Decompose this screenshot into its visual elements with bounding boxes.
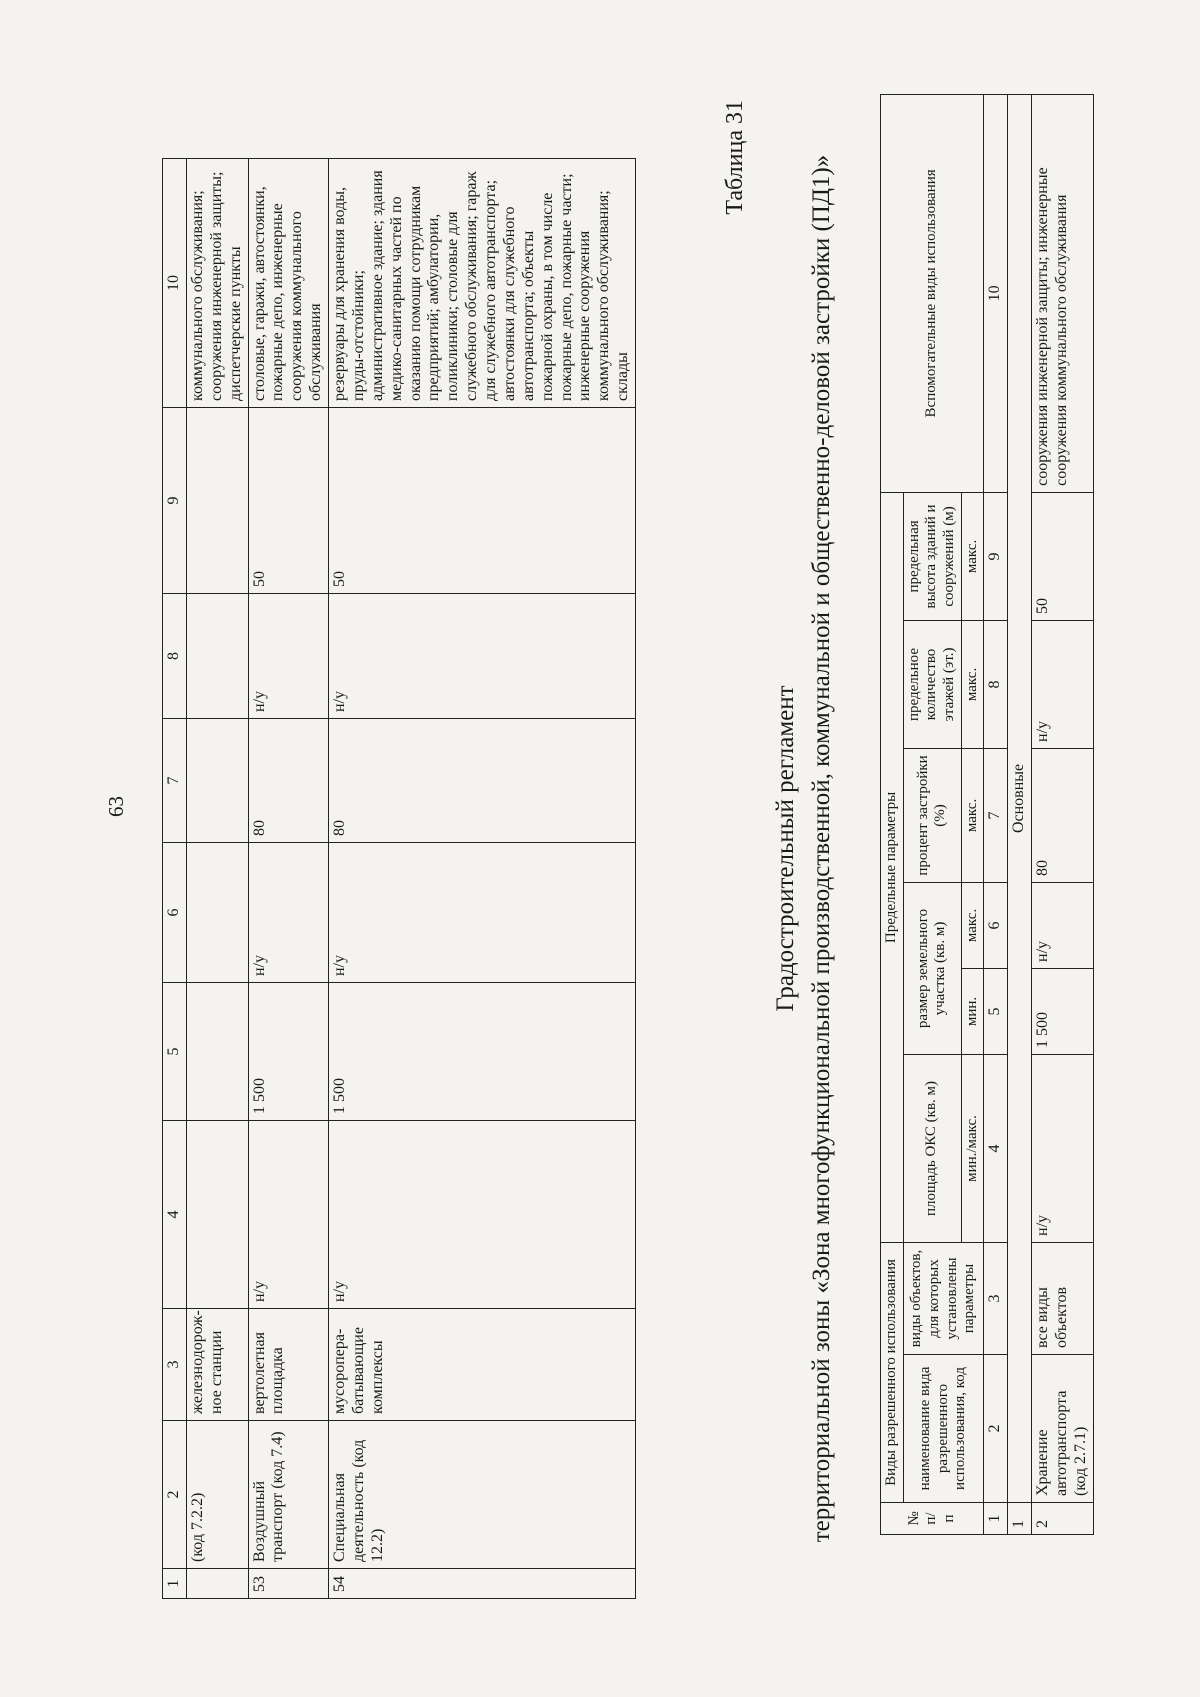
header-area-oks: площадь ОКС (кв. м) <box>903 1054 961 1242</box>
plot-max <box>186 843 248 983</box>
col-number: 5 <box>163 983 187 1121</box>
header-area-oks-sub: мин./макс. <box>961 1054 984 1242</box>
plot-max: н/у <box>1032 882 1094 968</box>
table-row <box>248 159 329 1599</box>
column-number-row <box>163 159 187 1599</box>
col-number: 4 <box>984 1054 1008 1242</box>
plot-min: 1 500 <box>248 983 329 1121</box>
header-plot-min: мин. <box>961 968 984 1054</box>
plot-min <box>186 983 248 1121</box>
auxiliary-uses: сооружения инженерной защиты; инженерные сооружения коммунального обслуживания <box>1032 94 1094 492</box>
oks-area: н/у <box>248 1121 329 1309</box>
col-number: 2 <box>163 1421 187 1569</box>
max-floors: н/у <box>1032 620 1094 748</box>
header-vri-name: наименование вида разрешенного использования, код <box>903 1355 984 1503</box>
row-number: 2 <box>1032 1503 1094 1535</box>
header-params-group: Предельные параметры <box>881 492 904 1242</box>
vri-name: Воздушный транспорт (код 7.4) <box>248 1421 329 1569</box>
col-number: 6 <box>984 882 1008 968</box>
col-number: 7 <box>163 719 187 843</box>
section-number: 1 <box>1008 1503 1032 1535</box>
vri-name: Хранение автотранспорта (код 2.7.1) <box>1032 1355 1094 1503</box>
build-percent: 80 <box>1032 748 1094 882</box>
plot-max: н/у <box>329 843 636 983</box>
header-floors-sub: макс. <box>961 620 984 748</box>
oks-area: н/у <box>329 1121 636 1309</box>
column-number-row <box>984 94 1008 1534</box>
plot-max: н/у <box>248 843 329 983</box>
header-floors: предельное количество этажей (эт.) <box>903 620 961 748</box>
header-plot-max: макс. <box>961 882 984 968</box>
max-floors <box>186 594 248 719</box>
object-types: все виды объектов <box>1032 1242 1094 1354</box>
section-label: Основные <box>1008 94 1032 1502</box>
col-number: 7 <box>984 748 1008 882</box>
continued-regulation-table <box>162 158 636 1599</box>
vri-name: (код 7.2.2) <box>186 1421 248 1569</box>
section-row <box>1008 94 1032 1534</box>
object-types: мусоропера-батывающие комплексы <box>329 1309 636 1421</box>
header-num: № п/п <box>881 1503 984 1535</box>
table-row <box>329 159 636 1599</box>
col-number: 9 <box>163 408 187 594</box>
header-vri-objects: виды объектов, для которых установлены параметры <box>903 1242 984 1354</box>
header-pct: процент застройки (%) <box>903 748 961 882</box>
col-number: 3 <box>984 1242 1008 1354</box>
auxiliary-uses: коммунального обслуживания; сооружения инженерной защиты; диспетчерские пункты <box>186 159 248 408</box>
row-number: 54 <box>329 1569 636 1599</box>
object-types: железнодорож-ное станции <box>186 1309 248 1421</box>
header-row-1 <box>881 94 904 1534</box>
object-types: вертолетная площадка <box>248 1309 329 1421</box>
col-number: 4 <box>163 1121 187 1309</box>
regulation-table-31 <box>880 94 1094 1535</box>
header-pct-sub: макс. <box>961 748 984 882</box>
table-label: Таблица 31 <box>722 100 748 215</box>
plot-min: 1 500 <box>1032 968 1094 1054</box>
build-percent: 80 <box>248 719 329 843</box>
vri-name: Специальная деятельность (код 12.2) <box>329 1421 636 1569</box>
max-floors: н/у <box>248 594 329 719</box>
max-height: 50 <box>1032 492 1094 620</box>
header-plot-size: размер земельного участка (кв. м) <box>903 882 961 1054</box>
col-number: 8 <box>984 620 1008 748</box>
regulation-title: Градостроительный регламент <box>772 685 799 1012</box>
table-row <box>1032 94 1094 1534</box>
plot-min: 1 500 <box>329 983 636 1121</box>
header-height: предельная высота зданий и сооружений (м) <box>903 492 961 620</box>
max-height <box>186 408 248 594</box>
auxiliary-uses: столовые, гаражи, автостоянки, пожарные депо, инженерные сооружения коммунального обслуживания <box>248 159 329 408</box>
col-number: 10 <box>163 159 187 408</box>
build-percent: 80 <box>329 719 636 843</box>
header-aux: Вспомогательные виды использования <box>881 94 984 492</box>
col-number: 1 <box>163 1569 187 1599</box>
max-floors: н/у <box>329 594 636 719</box>
auxiliary-uses: резервуары для хранения воды, пруды-отстойники; административное здание; здания медико-санитарных частей по оказанию помощи сотрудникам предприятий; амбулатории, поликлиники; столовые для служебного обслуживания; гараж для служебного автотранспорта; автостоянки для служебного автотранспорта; объекты пожарной охраны, в том числе пожарные депо, пожарные части; инженерные сооружения коммунального обслуживания; склады <box>329 159 636 408</box>
table-row <box>186 159 248 1599</box>
max-height: 50 <box>329 408 636 594</box>
header-vri-group: Виды разрешенного использования <box>881 1242 904 1502</box>
col-number: 9 <box>984 492 1008 620</box>
max-height: 50 <box>248 408 329 594</box>
col-number: 10 <box>984 94 1008 492</box>
col-number: 6 <box>163 843 187 983</box>
row-number: 53 <box>248 1569 329 1599</box>
col-number: 8 <box>163 594 187 719</box>
col-number: 3 <box>163 1309 187 1421</box>
col-number: 5 <box>984 968 1008 1054</box>
row-number <box>186 1569 248 1599</box>
page-number: 63 <box>104 796 128 817</box>
col-number: 1 <box>984 1503 1008 1535</box>
build-percent <box>186 719 248 843</box>
header-height-sub: макс. <box>961 492 984 620</box>
col-number: 2 <box>984 1355 1008 1503</box>
oks-area: н/у <box>1032 1054 1094 1242</box>
oks-area <box>186 1121 248 1309</box>
zone-title: территориальной зоны «Зона многофункциональной производственной, коммунальной и общественно-деловой застройки (ПД1)» <box>808 154 835 1543</box>
